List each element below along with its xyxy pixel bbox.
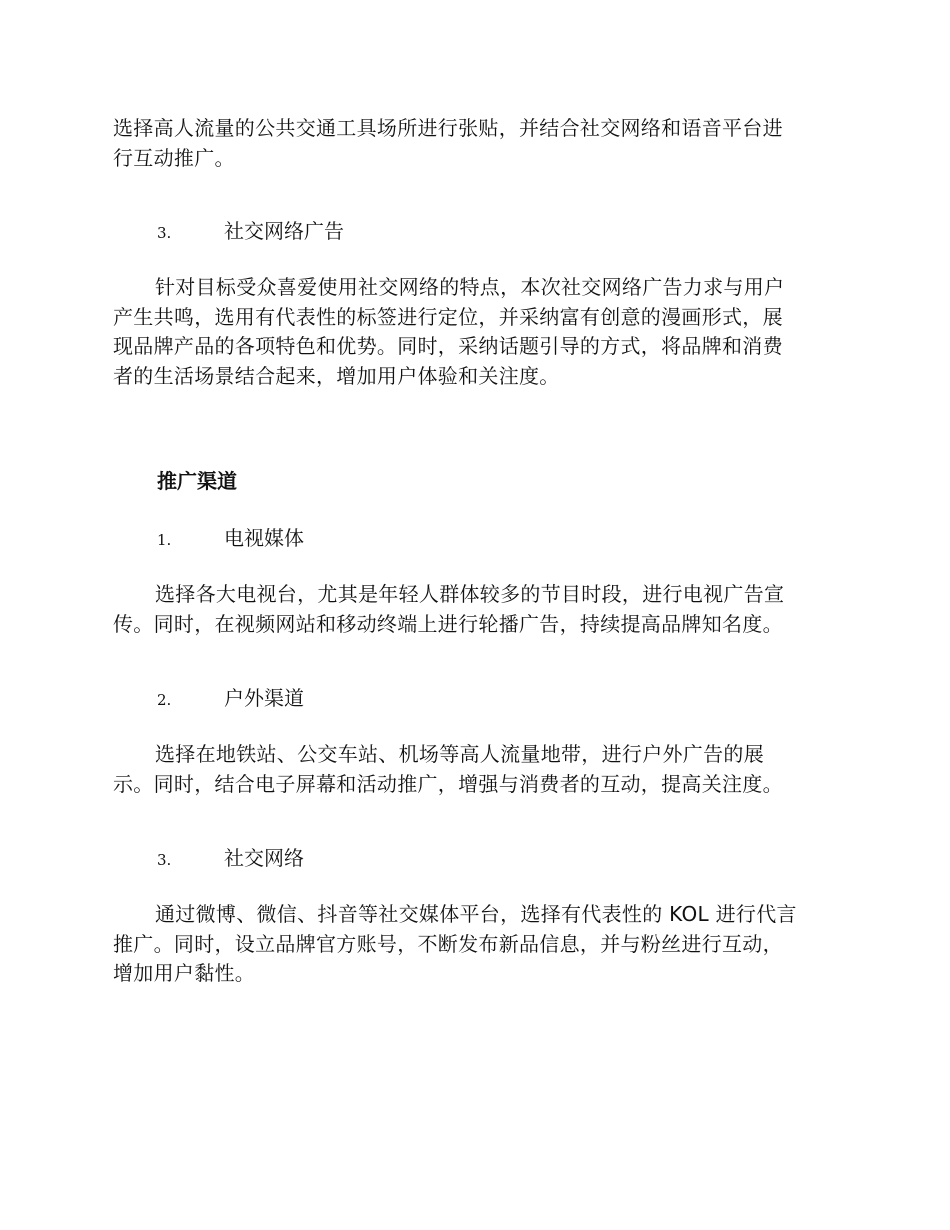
paragraph-line: 通过微博、微信、抖音等社交媒体平台，选择有代表性的 KOL 进行代言 [155, 902, 797, 926]
paragraph-line: 选择在地铁站、公交车站、机场等高人流量地带，进行户外广告的展 [155, 742, 764, 766]
list-number: 3. [157, 851, 172, 869]
list-item-social-network [157, 843, 304, 873]
paragraph-line: 行互动推广。 [113, 145, 235, 170]
paragraph-line: 产生共鸣，选用有代表性的标签进行定位，并采纳富有创意的漫画形式，展 [113, 304, 783, 329]
list-number: 3. [157, 224, 172, 242]
list-item-tv-media [157, 523, 304, 553]
paragraph-social-network [113, 900, 835, 989]
list-label: 社交网络广告 [224, 219, 344, 243]
list-number: 2. [157, 691, 172, 709]
list-number: 1. [157, 531, 172, 549]
paragraph-line: 选择各大电视台，尤其是年轻人群体较多的节目时段，进行电视广告宣 [155, 582, 785, 606]
list-label: 社交网络 [224, 846, 304, 870]
paragraph-line: 针对目标受众喜爱使用社交网络的特点，本次社交网络广告力求与用户 [155, 275, 785, 299]
paragraph-line: 者的生活场景结合起来，增加用户体验和关注度。 [113, 363, 560, 388]
paragraph-line: 增加用户黏性。 [113, 961, 256, 985]
paragraph-line: 推广。同时，设立品牌官方账号，不断发布新品信息，并与粉丝进行互动， [113, 931, 783, 956]
paragraph-poster-placement [113, 114, 835, 173]
paragraph-tv-media [113, 580, 835, 639]
list-item-outdoor-channels [157, 683, 304, 713]
paragraph-social-network-ads [113, 273, 835, 391]
paragraph-line: 选择高人流量的公共交通工具场所进行张贴，并结合社交网络和语音平台进 [113, 116, 783, 140]
list-label: 电视媒体 [224, 526, 304, 550]
list-item-social-network-ads [157, 216, 344, 246]
paragraph-line: 传。同时，在视频网站和移动终端上进行轮播广告，持续提高品牌知名度。 [113, 611, 783, 636]
paragraph-line: 示。同时，结合电子屏幕和活动推广，增强与消费者的互动，提高关注度。 [113, 771, 783, 796]
list-label: 户外渠道 [224, 686, 304, 710]
section-heading-promotion-channels: 推广渠道 [157, 469, 237, 493]
paragraph-line: 现品牌产品的各项特色和优势。同时，采纳话题引导的方式，将品牌和消费 [113, 334, 783, 358]
paragraph-outdoor-channels [113, 740, 835, 799]
